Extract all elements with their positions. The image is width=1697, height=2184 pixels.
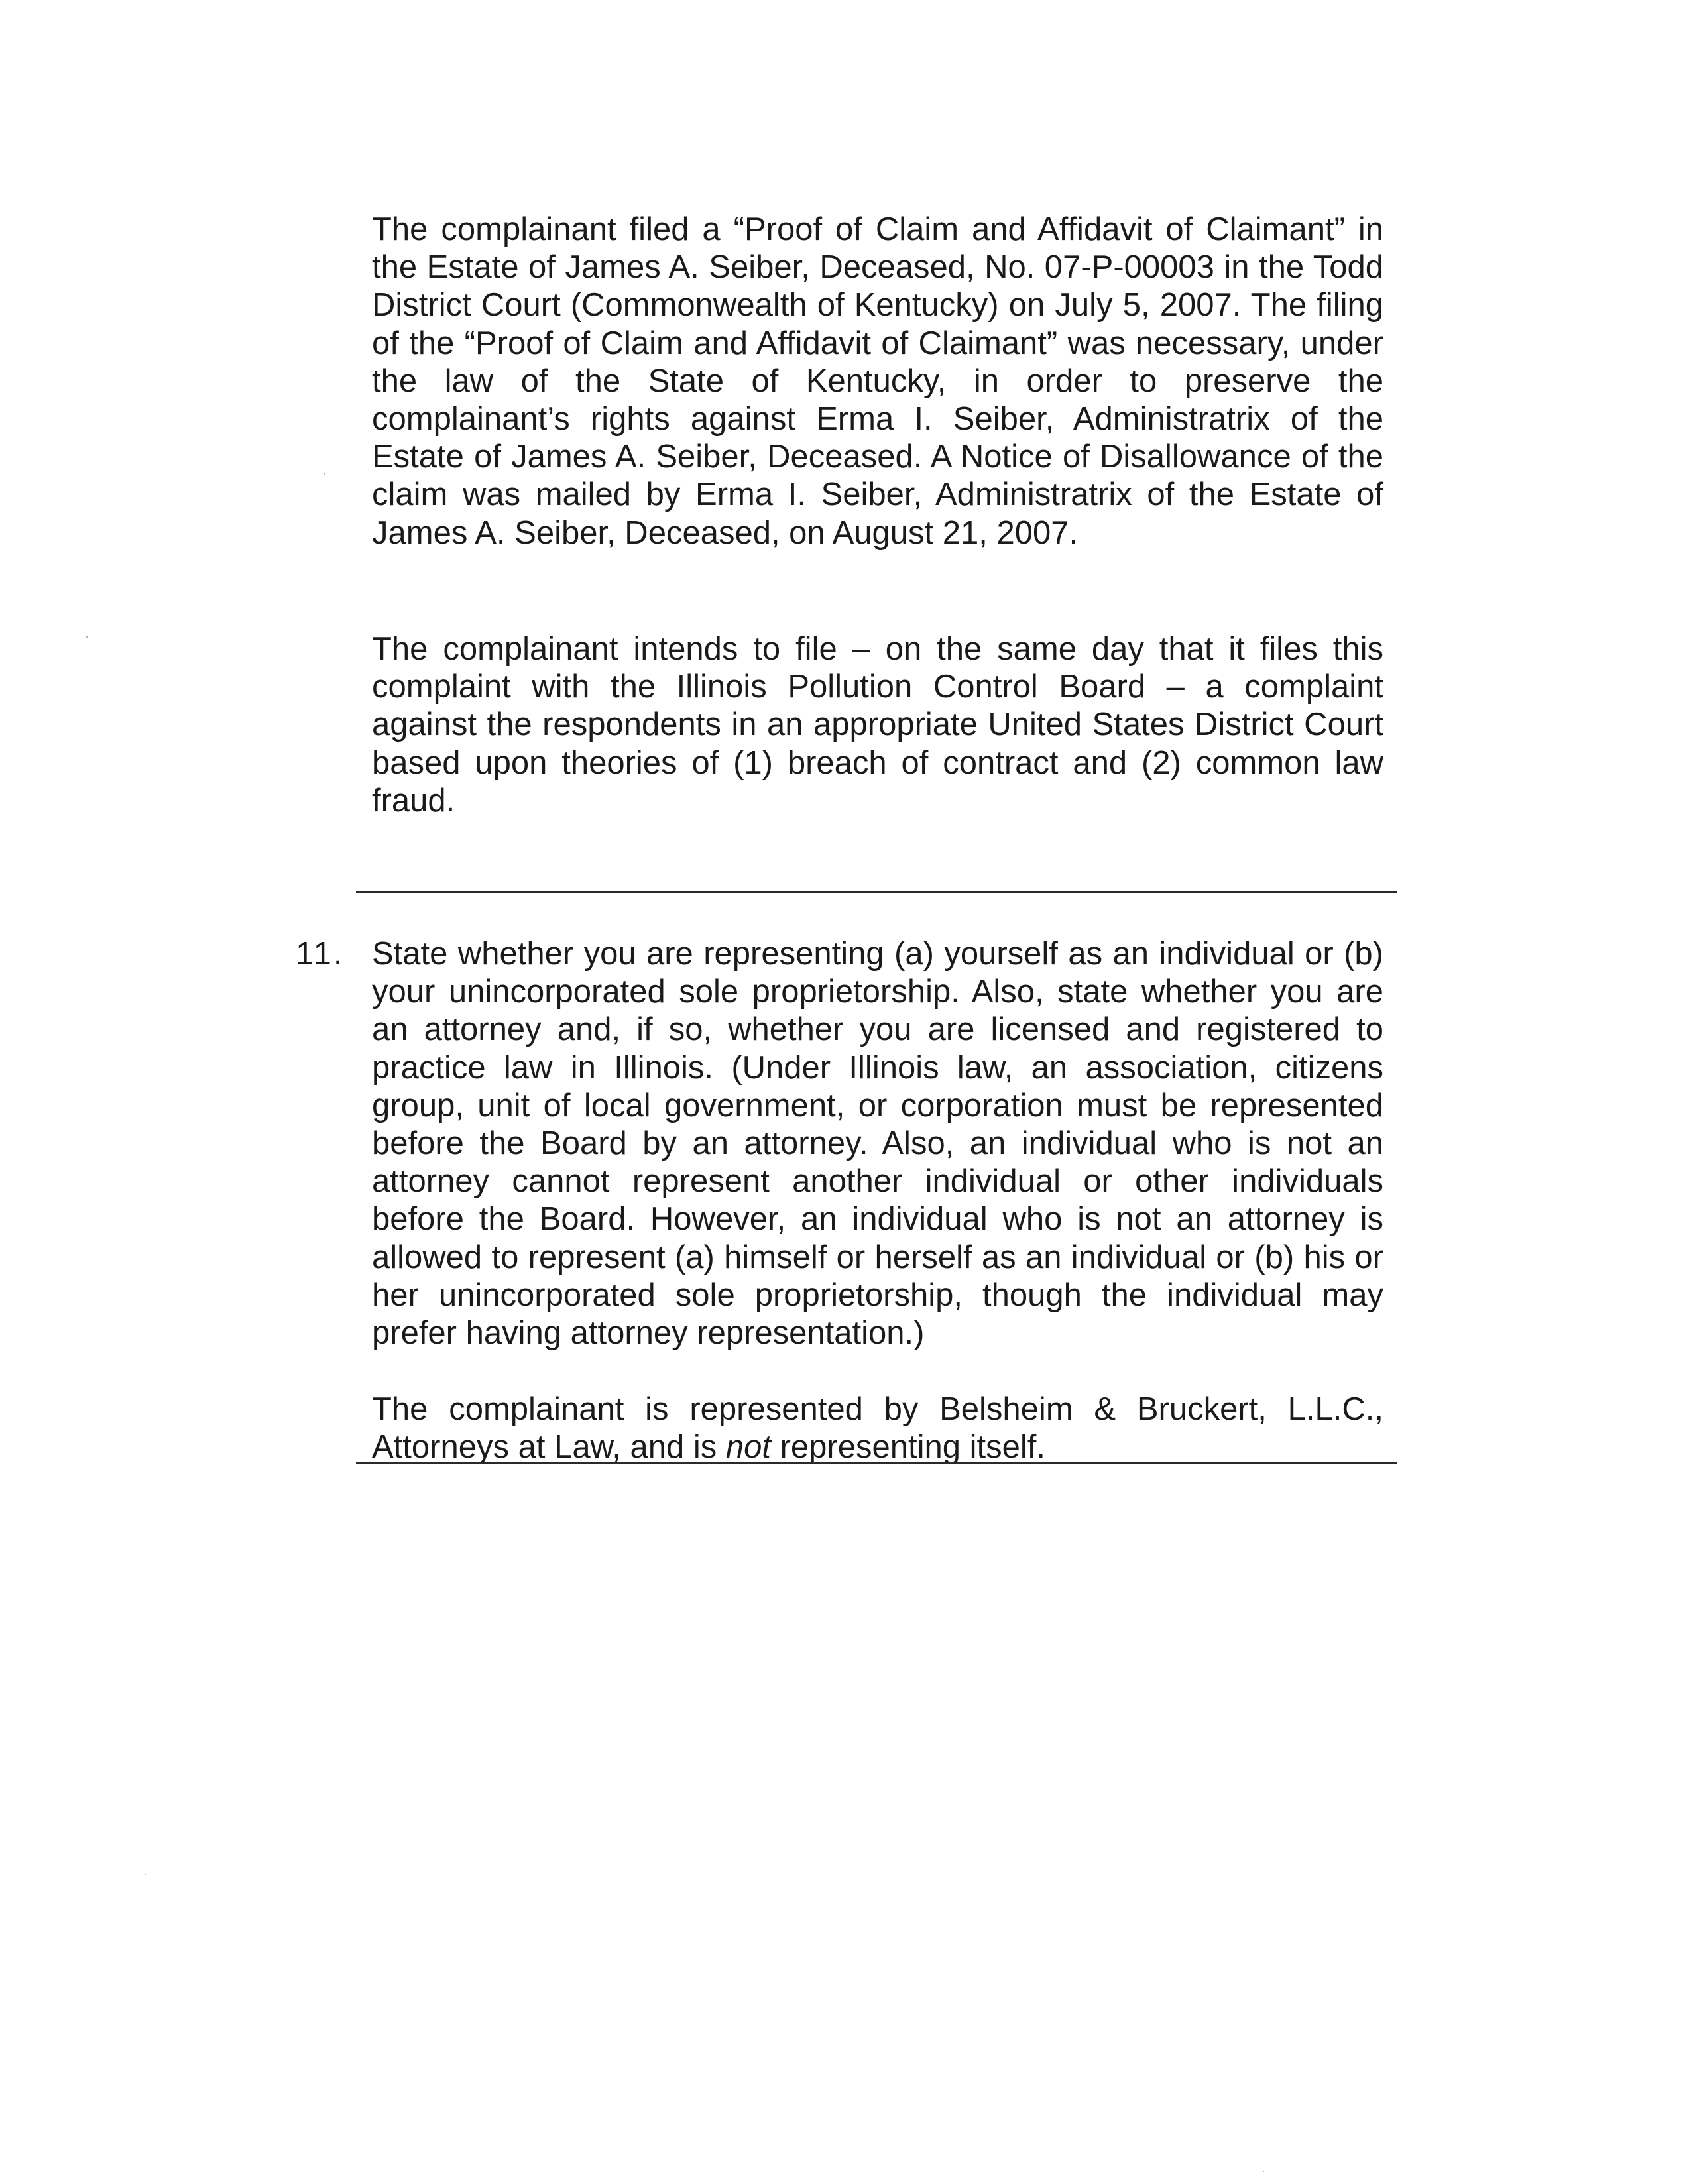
complaint-paragraph-proof-of-claim: The complainant filed a “Proof of Claim and Affidavit of Claimant” in the Estate of James A. Seiber, Deceased, No. 07-P-00003 in the Todd District Court (Commonwealth of Kentucky) on July 5, 2007. The filing of the “Proof of Claim and Affidavit of Claimant” was necessary, under the law of the State of Kentucky, in order to preserve the complainant’s rights against Erma I. Seiber, Administratrix of the Estate of James A. Seiber, Deceased. A Notice of Disallowance of the claim was mailed by Erma I. Seiber, Administratrix of the Estate of James A. Seiber, Deceased, on August 21, 2007. (372, 211, 1383, 551)
complaint-paragraph-district-court: The complainant intends to file – on the same day that it files this complaint with the Illinois Pollution Control Board – a complaint against the respondents in an appropriate United States District Court based upon theories of (1) breach of contract and (2) common law fraud. (372, 631, 1383, 819)
answer-text-before: The complainant is represented by Belsheim & Bruckert, L.L.C., Attorneys at Law, and is (372, 1391, 1383, 1466)
scan-speck (86, 636, 88, 638)
answer-text-after: representing itself. (770, 1429, 1045, 1466)
answer-text (372, 1391, 1383, 1466)
scan-speck (324, 473, 325, 475)
answer-underline (356, 1462, 1397, 1464)
question-text: State whether you are representing (a) yourself as an individual or (b) your unincorporated sole proprietorship. Also, state whether you are an attorney and, if so, whether you are licensed and registered to practice law in Illinois. (Under Illinois law, an association, citizens group, unit of local government, or corporation must be represented before the Board by an attorney. Also, an individual who is not an attorney cannot represent another individual or other individuals before the Board. However, an individual who is not an attorney is allowed to represent (a) himself or herself as an individual or (b) his or her unincorporated sole proprietorship, though the individual may prefer having attorney representation.) (372, 936, 1383, 1351)
divider-line (356, 891, 1397, 893)
scan-speck (145, 1874, 146, 1875)
scan-speck (1263, 2171, 1264, 2172)
answer-emphasis: not (725, 1429, 771, 1466)
question-number: 11. (296, 936, 345, 972)
